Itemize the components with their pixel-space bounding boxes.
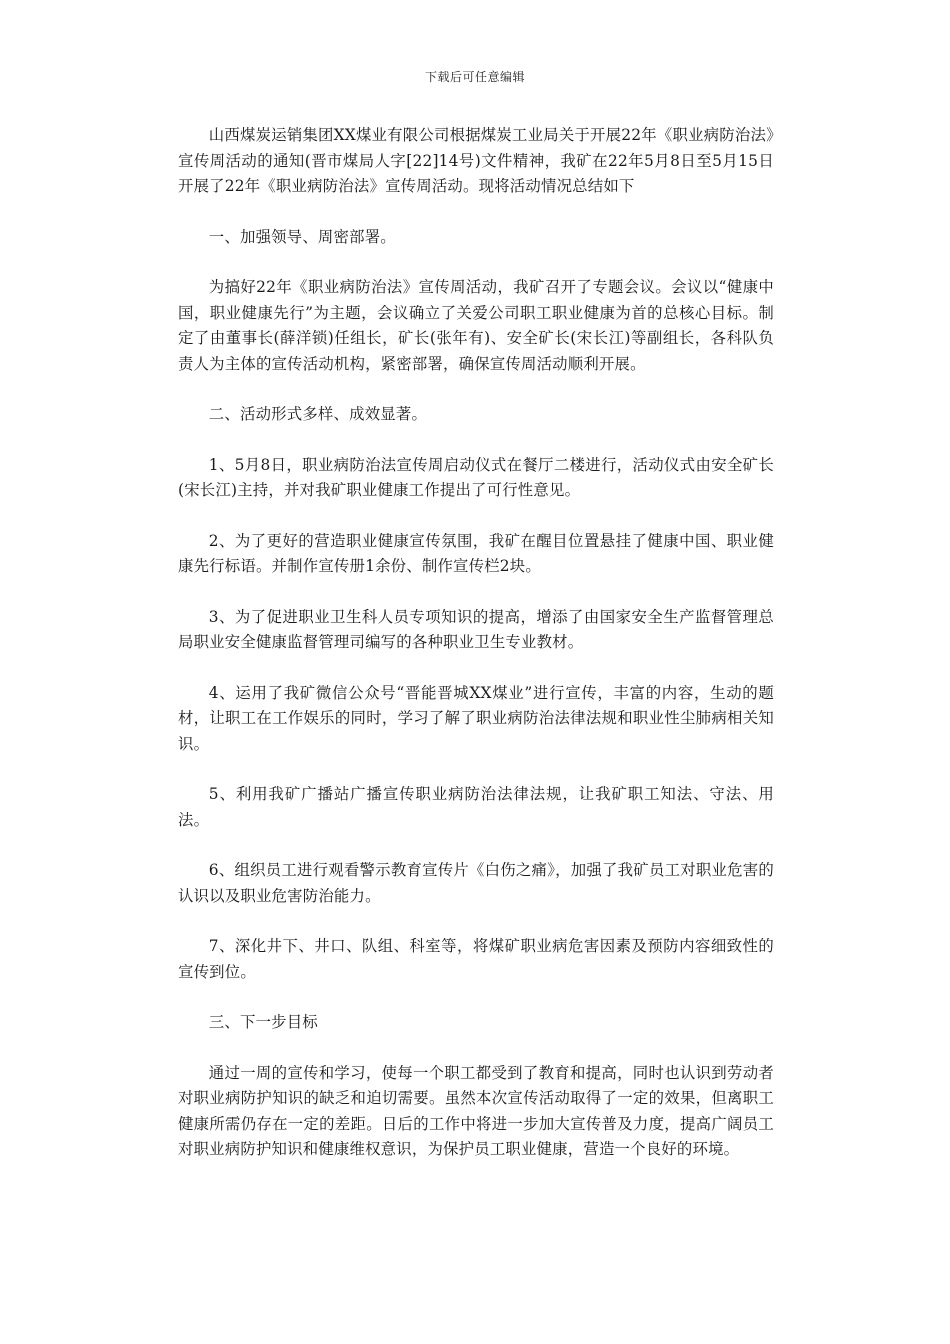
download-edit-note: 下载后可任意编辑 [424, 70, 525, 84]
activity-item-4: 4、运用了我矿微信公众号“晋能晋城XX煤业”进行宣传，丰富的内容，生动的题材，让职工在工作娱乐的同时，学习了解了职业病防治法律法规和职业性尘肺病相关知识。 [178, 683, 774, 753]
conclusion-paragraph: 通过一周的宣传和学习，使每一个职工都受到了教育和提高，同时也认识到劳动者对职业病防护知识的缺乏和迫切需要。虽然本次宣传活动取得了一定的效果，但离职工健康所需仍存在一定的差距。日后的工作中将进一步加大宣传普及力度，提高广阔员工对职业病防护知识和健康维权意识，为保护员工职业健康，营造一个良好的环境。 [178, 1063, 774, 1158]
intro-paragraph: 山西煤炭运销集团XX煤业有限公司根据煤炭工业局关于开展22年《职业病防治法》宣传周活动的通知(晋市煤局人字[22]14号)文件精神，我矿在22年5月8日至5月15日开展了22年《职业病防治法》宣传周活动。现将活动情况总结如下 [178, 126, 774, 195]
section-heading-2: 二、活动形式多样、成效显著。 [208, 405, 428, 423]
activity-item-3: 3、为了促进职业卫生科人员专项知识的提高，增添了由国家安全生产监督管理总局职业安全健康监督管理司编写的各种职业卫生专业教材。 [178, 607, 774, 651]
document-body [178, 123, 774, 1188]
activity-item-1: 1、5月8日，职业病防治法宣传周启动仪式在餐厅二楼进行，活动仪式由安全矿长(宋长江)主持，并对我矿职业健康工作提出了可行性意见。 [178, 455, 774, 499]
activity-item-7: 7、深化井下、井口、队组、科室等，将煤矿职业病危害因素及预防内容细致性的宣传到位。 [178, 937, 774, 981]
section-heading-3: 三、下一步目标 [208, 1013, 318, 1031]
activity-item-6: 6、组织员工进行观看警示教育宣传片《白伤之痛》，加强了我矿员工对职业危害的认识以及职业危害防治能力。 [178, 861, 774, 905]
activity-item-5: 5、利用我矿广播站广播宣传职业病防治法律法规，让我矿职工知法、守法、用法。 [178, 785, 774, 829]
activity-item-2: 2、为了更好的营造职业健康宣传氛围，我矿在醒目位置悬挂了健康中国、职业健康先行标语。并制作宣传册1余份、制作宣传栏2块。 [178, 531, 774, 575]
section-heading-1: 一、加强领导、周密部署。 [208, 227, 396, 246]
section-1-paragraph: 为搞好22年《职业病防治法》宣传周活动，我矿召开了专题会议。会议以“健康中国，职业健康先行”为主题，会议确立了关爱公司职工职业健康为首的总核心目标。制定了由董事长(薛洋锁)任组长，矿长(张年有)、安全矿长(宋长江)等副组长，各科队负责人为主体的宣传活动机构，紧密部署，确保宣传周活动顺利开展。 [178, 278, 774, 373]
